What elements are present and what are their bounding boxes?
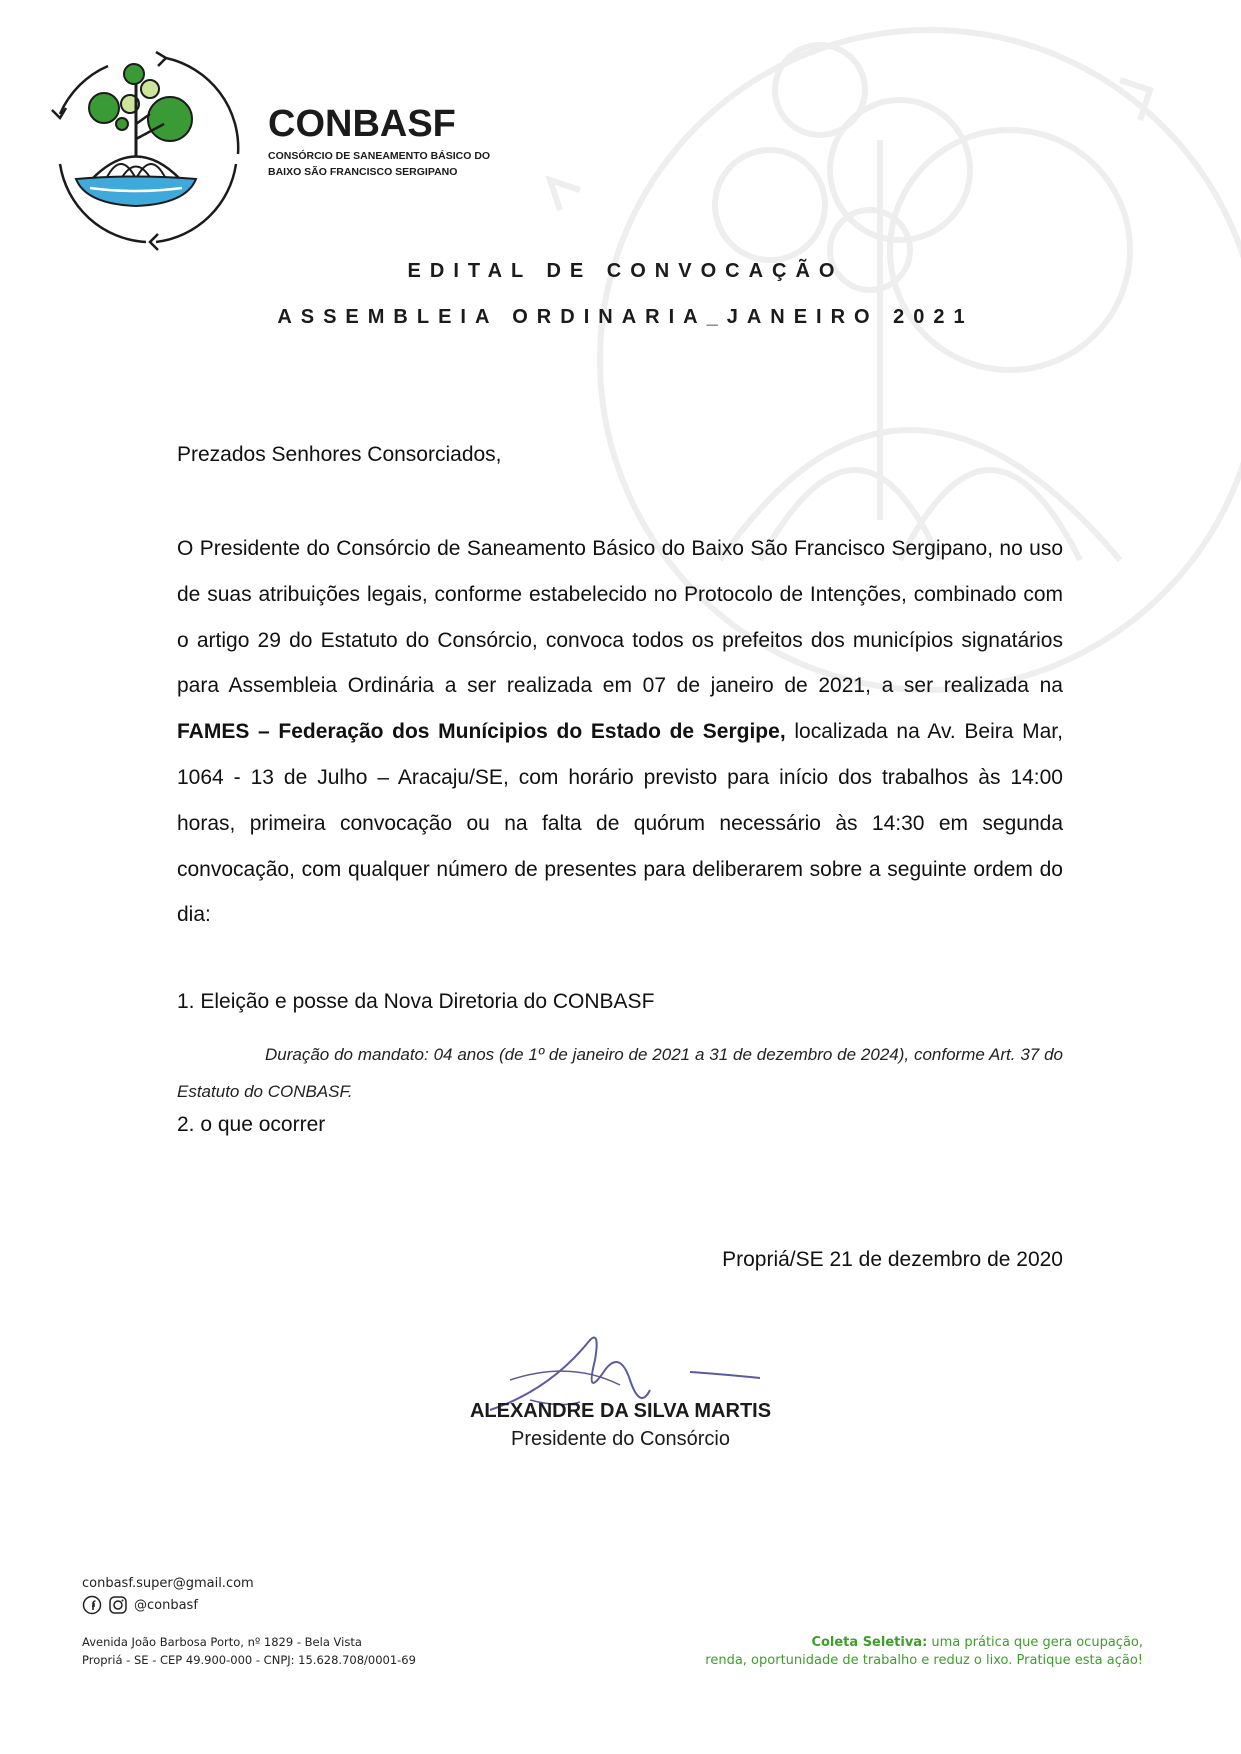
agenda-item-2: 2. o que ocorrer [177, 1113, 326, 1136]
brand-name: CONBASF [268, 103, 456, 145]
footer-address [82, 1633, 416, 1669]
footer-contact [82, 1576, 416, 1669]
agenda-item-1: 1. Eleição e posse da Nova Diretoria do CONBASF [177, 990, 655, 1013]
address-line2: Propriá - SE - CEP 49.900-000 - CNPJ: 15.628.708/0001-69 [82, 1653, 416, 1667]
agenda-note: Duração do mandato: 04 anos (de 1º de janeiro de 2021 a 31 de dezembro de 2024), conforme Art. 37 do Estatuto do CONBASF. [177, 1045, 1063, 1101]
brand-subtitle [268, 148, 498, 180]
body-bold-venue: FAMES – Federação dos Munícipios do Estado de Sergipe, [177, 720, 786, 744]
facebook-icon[interactable] [82, 1595, 102, 1615]
document-title: EDITAL DE CONVOCAÇÃO [407, 260, 844, 282]
document-date: Propriá/SE 21 de dezembro de 2020 [722, 1248, 1063, 1271]
slogan-bold: Coleta Seletiva: [811, 1635, 928, 1650]
slogan-rest: uma prática que gera ocupação, [927, 1635, 1143, 1650]
conbasf-logo [46, 44, 246, 254]
footer-email[interactable]: conbasf.super@gmail.com [82, 1576, 254, 1591]
body-part2: localizada na Av. Beira Mar, 1064 - 13 de Julho – Aracaju/SE, com horário previsto para início dos trabalhos às 14:00 horas, primeira convocação ou na falta de quórum necessário às 14:30 em segunda convocação, com qualquer número de presentes para deliberarem sobre a seguinte ordem do dia: [177, 720, 1063, 927]
footer-slogan [705, 1634, 1143, 1670]
social-row [82, 1595, 416, 1615]
body-paragraph [177, 526, 1063, 938]
social-handle[interactable]: @conbasf [134, 1597, 198, 1613]
brand-subtitle-line1: CONSÓRCIO DE SANEAMENTO BÁSICO DO [268, 150, 491, 162]
brand-block [268, 104, 498, 180]
signer-role: Presidente do Consórcio [510, 1428, 730, 1450]
body-part1: O Presidente do Consórcio de Saneamento Básico do Baixo São Francisco Sergipano, no uso de suas atribuições legais, conforme estabelecido no Protocolo de Intenções, combinado com o artigo 29 do Estatuto do Consórcio, convoca todos os prefeitos dos municípios signatários para Assembleia Ordinária a ser realizada em 07 de janeiro de 2021, a ser realizada na [177, 537, 1063, 698]
address-line1: Avenida João Barbosa Porto, nº 1829 - Bela Vista [82, 1635, 362, 1649]
instagram-icon[interactable] [108, 1595, 128, 1615]
greeting: Prezados Senhores Consorciados, [177, 443, 502, 466]
slogan-line2: renda, oportunidade de trabalho e reduz o lixo. Pratique esta ação! [705, 1653, 1143, 1668]
signer-name: ALEXANDRE DA SILVA MARTIS [469, 1400, 772, 1422]
brand-subtitle-line2: BAIXO SÃO FRANCISCO SERGIPANO [268, 166, 458, 178]
document-subtitle: ASSEMBLEIA ORDINARIA_JANEIRO 2021 [277, 306, 974, 328]
